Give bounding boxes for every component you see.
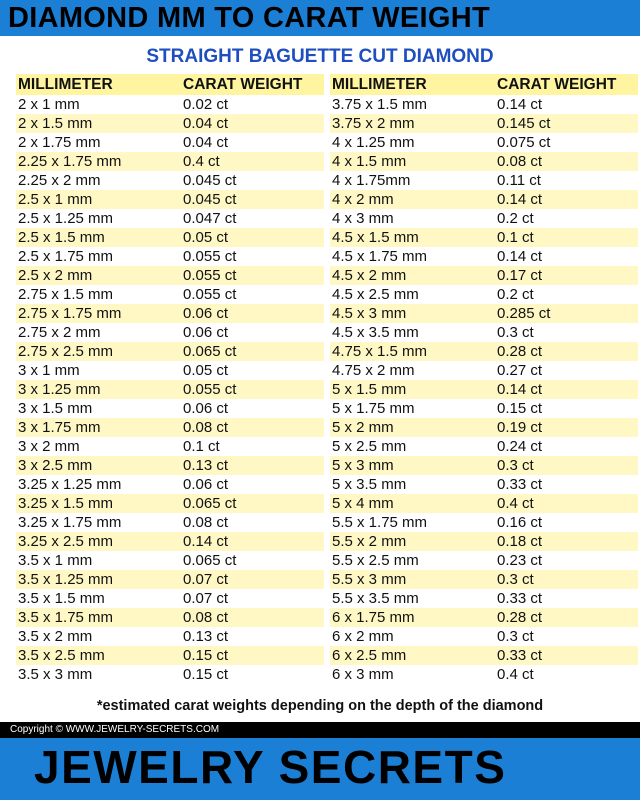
size-cell: 6 x 3 mm <box>332 666 394 683</box>
table-header-row <box>330 74 638 95</box>
copyright-bar: Copyright © WWW.JEWELRY-SECRETS.COM <box>0 722 640 738</box>
table-row <box>330 532 638 551</box>
table-row <box>16 152 324 171</box>
carat-cell: 0.075 ct <box>497 134 551 151</box>
carat-cell: 0.13 ct <box>183 457 229 474</box>
size-cell: 2 x 1.5 mm <box>18 115 93 132</box>
table-row <box>16 133 324 152</box>
table-row <box>16 342 324 361</box>
carat-cell: 0.27 ct <box>497 362 543 379</box>
table-row <box>16 323 324 342</box>
table-row <box>330 551 638 570</box>
carat-cell: 0.28 ct <box>497 343 543 360</box>
carat-cell: 0.24 ct <box>497 438 543 455</box>
carat-cell: 0.05 ct <box>183 229 229 246</box>
size-cell: 2.75 x 1.5 mm <box>18 286 114 303</box>
table-row <box>16 285 324 304</box>
carat-cell: 0.3 ct <box>497 324 534 341</box>
table-row <box>330 399 638 418</box>
size-cell: 5 x 1.75 mm <box>332 400 415 417</box>
carat-cell: 0.08 ct <box>497 153 543 170</box>
size-cell: 2.25 x 1.75 mm <box>18 153 122 170</box>
carat-cell: 0.285 ct <box>497 305 551 322</box>
size-cell: 2.5 x 1.5 mm <box>18 229 105 246</box>
size-cell: 5 x 2.5 mm <box>332 438 407 455</box>
table-row <box>16 361 324 380</box>
carat-cell: 0.08 ct <box>183 609 229 626</box>
table-row <box>330 589 638 608</box>
table-row <box>330 608 638 627</box>
carat-cell: 0.02 ct <box>183 96 229 113</box>
subtitle: STRAIGHT BAGUETTE CUT DIAMOND <box>146 46 494 67</box>
table-row <box>16 266 324 285</box>
carat-cell: 0.065 ct <box>183 495 237 512</box>
table-row <box>330 380 638 399</box>
carat-cell: 0.07 ct <box>183 590 229 607</box>
table-row <box>330 456 638 475</box>
size-cell: 2.75 x 1.75 mm <box>18 305 122 322</box>
carat-cell: 0.055 ct <box>183 286 237 303</box>
size-cell: 3.5 x 1.25 mm <box>18 571 114 588</box>
table-row <box>16 589 324 608</box>
size-cell: 3.25 x 2.5 mm <box>18 533 114 550</box>
header-millimeter: MILLIMETER <box>18 76 113 93</box>
carat-cell: 0.19 ct <box>497 419 543 436</box>
footnote: *estimated carat weights depending on the depth of the diamond <box>96 698 544 714</box>
table-row <box>16 532 324 551</box>
size-cell: 5.5 x 3 mm <box>332 571 407 588</box>
table-row <box>330 627 638 646</box>
size-cell: 4.5 x 1.5 mm <box>332 229 419 246</box>
carat-cell: 0.06 ct <box>183 305 229 322</box>
carat-cell: 0.047 ct <box>183 210 237 227</box>
size-cell: 4 x 1.25 mm <box>332 134 415 151</box>
carat-cell: 0.23 ct <box>497 552 543 569</box>
table-row <box>16 190 324 209</box>
right-rows <box>330 95 638 684</box>
carat-cell: 0.145 ct <box>497 115 551 132</box>
carat-cell: 0.05 ct <box>183 362 229 379</box>
carat-cell: 0.06 ct <box>183 400 229 417</box>
table-row <box>330 418 638 437</box>
carat-cell: 0.04 ct <box>183 115 229 132</box>
table-row <box>330 646 638 665</box>
size-cell: 5.5 x 2 mm <box>332 533 407 550</box>
table-row <box>330 114 638 133</box>
carat-cell: 0.1 ct <box>497 229 534 246</box>
table-row <box>16 513 324 532</box>
table-row <box>330 228 638 247</box>
carat-cell: 0.055 ct <box>183 248 237 265</box>
size-cell: 2.25 x 2 mm <box>18 172 101 189</box>
table-row <box>330 95 638 114</box>
table-row <box>330 475 638 494</box>
size-cell: 3.75 x 2 mm <box>332 115 415 132</box>
carat-cell: 0.06 ct <box>183 324 229 341</box>
carat-cell: 0.3 ct <box>497 457 534 474</box>
table-row <box>16 228 324 247</box>
size-cell: 3 x 1.5 mm <box>18 400 93 417</box>
size-cell: 3.25 x 1.25 mm <box>18 476 122 493</box>
size-cell: 5 x 2 mm <box>332 419 394 436</box>
carat-cell: 0.14 ct <box>497 191 543 208</box>
size-cell: 5 x 4 mm <box>332 495 394 512</box>
carat-cell: 0.15 ct <box>183 647 229 664</box>
carat-cell: 0.17 ct <box>497 267 543 284</box>
carat-cell: 0.3 ct <box>497 628 534 645</box>
size-cell: 6 x 1.75 mm <box>332 609 415 626</box>
table-row <box>330 152 638 171</box>
size-cell: 5.5 x 2.5 mm <box>332 552 419 569</box>
table-row <box>330 247 638 266</box>
table-row <box>16 399 324 418</box>
size-cell: 5 x 3.5 mm <box>332 476 407 493</box>
table-row <box>330 342 638 361</box>
table-row <box>16 95 324 114</box>
title-banner: DIAMOND MM TO CARAT WEIGHT <box>0 0 640 36</box>
size-cell: 4 x 1.75mm <box>332 172 411 189</box>
size-cell: 3 x 2 mm <box>18 438 80 455</box>
carat-cell: 0.08 ct <box>183 514 229 531</box>
size-cell: 2 x 1.75 mm <box>18 134 101 151</box>
table-row <box>16 247 324 266</box>
carat-cell: 0.06 ct <box>183 476 229 493</box>
carat-cell: 0.28 ct <box>497 609 543 626</box>
table-row <box>330 323 638 342</box>
carat-cell: 0.2 ct <box>497 210 534 227</box>
carat-cell: 0.33 ct <box>497 476 543 493</box>
table-row <box>330 266 638 285</box>
size-cell: 4.5 x 3 mm <box>332 305 407 322</box>
table-row <box>330 665 638 684</box>
size-cell: 3.5 x 3 mm <box>18 666 93 683</box>
table-row <box>16 380 324 399</box>
size-cell: 2 x 1 mm <box>18 96 80 113</box>
size-cell: 3.5 x 1.5 mm <box>18 590 105 607</box>
size-cell: 3.5 x 1 mm <box>18 552 93 569</box>
carat-cell: 0.065 ct <box>183 552 237 569</box>
size-cell: 2.5 x 1.25 mm <box>18 210 114 227</box>
size-cell: 4.75 x 1.5 mm <box>332 343 428 360</box>
table-row <box>16 665 324 684</box>
size-cell: 6 x 2 mm <box>332 628 394 645</box>
size-cell: 4.5 x 2.5 mm <box>332 286 419 303</box>
table-row <box>330 304 638 323</box>
size-cell: 5.5 x 3.5 mm <box>332 590 419 607</box>
table-row <box>330 437 638 456</box>
carat-cell: 0.3 ct <box>497 571 534 588</box>
size-cell: 4 x 1.5 mm <box>332 153 407 170</box>
size-cell: 4.5 x 3.5 mm <box>332 324 419 341</box>
carat-cell: 0.1 ct <box>183 438 220 455</box>
table-left-column <box>16 74 324 684</box>
table-row <box>16 551 324 570</box>
carat-cell: 0.045 ct <box>183 172 237 189</box>
carat-cell: 0.13 ct <box>183 628 229 645</box>
carat-cell: 0.055 ct <box>183 267 237 284</box>
table-row <box>330 209 638 228</box>
table-row <box>16 114 324 133</box>
size-cell: 4.5 x 2 mm <box>332 267 407 284</box>
size-cell: 4.75 x 2 mm <box>332 362 415 379</box>
size-cell: 3.75 x 1.5 mm <box>332 96 428 113</box>
size-cell: 5 x 1.5 mm <box>332 381 407 398</box>
table-row <box>16 494 324 513</box>
left-rows <box>16 95 324 684</box>
header-carat-weight: CARAT WEIGHT <box>183 76 303 93</box>
table-row <box>16 418 324 437</box>
size-cell: 5 x 3 mm <box>332 457 394 474</box>
carat-cell: 0.2 ct <box>497 286 534 303</box>
carat-cell: 0.4 ct <box>497 495 534 512</box>
size-cell: 2.75 x 2.5 mm <box>18 343 114 360</box>
size-cell: 5.5 x 1.75 mm <box>332 514 428 531</box>
size-cell: 2.5 x 1 mm <box>18 191 93 208</box>
carat-cell: 0.15 ct <box>497 400 543 417</box>
size-cell: 3.5 x 2.5 mm <box>18 647 105 664</box>
carat-cell: 0.4 ct <box>497 666 534 683</box>
carat-cell: 0.14 ct <box>497 96 543 113</box>
table-row <box>330 570 638 589</box>
table-row <box>16 456 324 475</box>
size-cell: 2.5 x 2 mm <box>18 267 93 284</box>
size-cell: 2.5 x 1.75 mm <box>18 248 114 265</box>
size-cell: 6 x 2.5 mm <box>332 647 407 664</box>
table-row <box>330 285 638 304</box>
carat-cell: 0.4 ct <box>183 153 220 170</box>
carat-cell: 0.08 ct <box>183 419 229 436</box>
carat-cell: 0.14 ct <box>497 381 543 398</box>
size-cell: 3.25 x 1.75 mm <box>18 514 122 531</box>
header-millimeter: MILLIMETER <box>332 76 427 93</box>
size-cell: 4 x 3 mm <box>332 210 394 227</box>
carat-cell: 0.33 ct <box>497 647 543 664</box>
size-cell: 3 x 2.5 mm <box>18 457 93 474</box>
table-row <box>16 570 324 589</box>
size-cell: 3.25 x 1.5 mm <box>18 495 114 512</box>
carat-cell: 0.11 ct <box>497 172 541 189</box>
table-row <box>16 209 324 228</box>
size-cell: 3 x 1.75 mm <box>18 419 101 436</box>
size-cell: 3.5 x 2 mm <box>18 628 93 645</box>
carat-cell: 0.045 ct <box>183 191 237 208</box>
table-row <box>16 304 324 323</box>
table-row <box>330 513 638 532</box>
table-row <box>330 494 638 513</box>
carat-cell: 0.055 ct <box>183 381 237 398</box>
carat-cell: 0.16 ct <box>497 514 543 531</box>
carat-cell: 0.14 ct <box>183 533 229 550</box>
carat-cell: 0.04 ct <box>183 134 229 151</box>
carat-cell: 0.33 ct <box>497 590 543 607</box>
table-right-column <box>330 74 638 684</box>
table-row <box>16 646 324 665</box>
table-row <box>330 133 638 152</box>
carat-cell: 0.15 ct <box>183 666 229 683</box>
table-row <box>330 190 638 209</box>
size-cell: 3 x 1.25 mm <box>18 381 101 398</box>
carat-cell: 0.14 ct <box>497 248 543 265</box>
table-row <box>16 627 324 646</box>
table-row <box>330 171 638 190</box>
carat-cell: 0.18 ct <box>497 533 543 550</box>
table-header-row <box>16 74 324 95</box>
size-cell: 4.5 x 1.75 mm <box>332 248 428 265</box>
carat-cell: 0.07 ct <box>183 571 229 588</box>
size-cell: 2.75 x 2 mm <box>18 324 101 341</box>
table-row <box>16 171 324 190</box>
table-row <box>330 361 638 380</box>
size-cell: 4 x 2 mm <box>332 191 394 208</box>
table-row <box>16 475 324 494</box>
brand-banner: JEWELRY SECRETS <box>0 738 640 800</box>
header-carat-weight: CARAT WEIGHT <box>497 76 617 93</box>
size-cell: 3 x 1 mm <box>18 362 80 379</box>
table-row <box>16 437 324 456</box>
table-row <box>16 608 324 627</box>
carat-cell: 0.065 ct <box>183 343 237 360</box>
size-cell: 3.5 x 1.75 mm <box>18 609 114 626</box>
